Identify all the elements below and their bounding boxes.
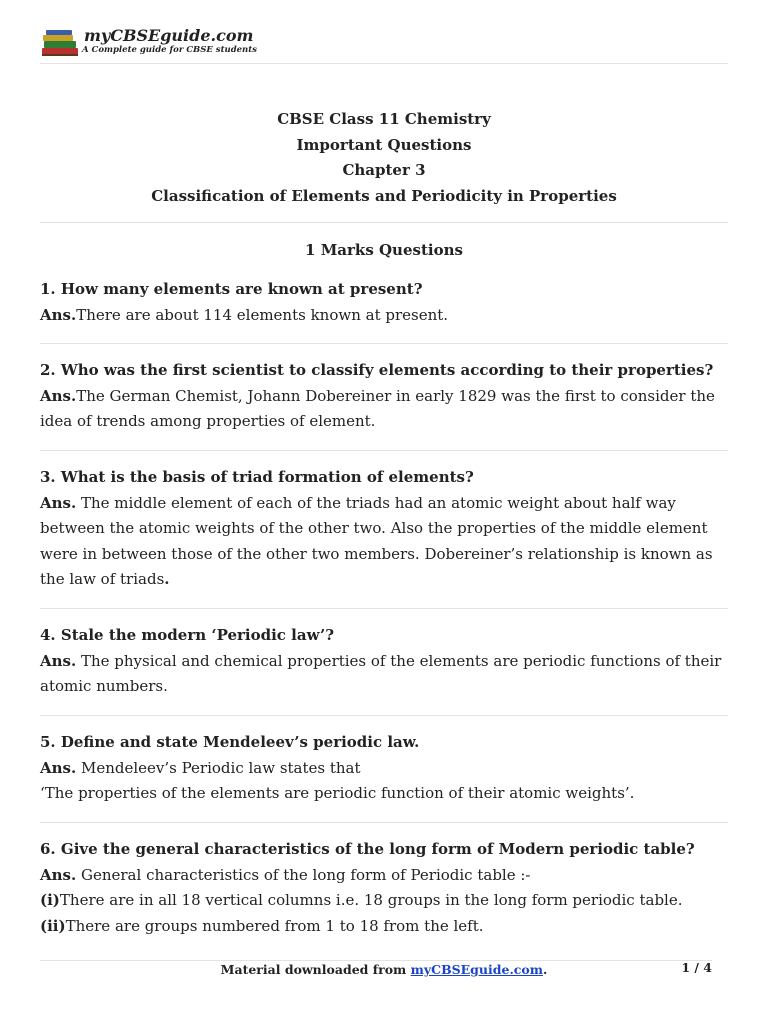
title-line-1: CBSE Class 11 Chemistry [277, 110, 491, 128]
question-block-3 [40, 465, 728, 593]
question-divider [40, 343, 728, 344]
answer-text [40, 649, 728, 700]
title-line-4: Classification of Elements and Periodicity in Properties [151, 186, 617, 205]
question-block-6 [40, 837, 728, 939]
footer-divider [40, 960, 712, 961]
answer-body: There are about 114 elements known at present. [76, 305, 449, 324]
header-divider [40, 63, 728, 64]
answer-label: Ans. [40, 758, 77, 777]
question-text: 5. Define and state Mendeleev’s periodic law. [40, 733, 420, 751]
answer-label: Ans. [40, 865, 77, 884]
question-block-4 [40, 623, 728, 700]
site-header [40, 26, 270, 60]
answer-label: Ans. [40, 305, 77, 324]
list-item-label: (i) [40, 891, 60, 909]
answer-body: The middle element of each of the triads had an atomic weight about half way between the atomic weights of the other two. Also the properties of the middle element were in between those of the other two members. Dobereiner’s relationship is known as the law of triads [40, 493, 713, 588]
question-text: 2. Who was the first scientist to classify elements according to their properties? [40, 361, 714, 379]
answer-body: General characteristics of the long form of Periodic table :- [76, 865, 531, 884]
answer-end-mark: . [164, 570, 170, 588]
answer-body: The physical and chemical properties of the elements are periodic functions of their atomic numbers. [40, 651, 722, 695]
question-text: 1. How many elements are known at present? [40, 280, 423, 298]
question-text: 6. Give the general characteristics of the long form of Modern periodic table? [40, 840, 695, 858]
page-number: 1 / 4 [681, 960, 712, 975]
title-line-3: Chapter 3 [342, 161, 426, 179]
question-divider [40, 822, 728, 823]
answer-body: Mendeleev’s Periodic law states that [76, 758, 361, 777]
answer-text [40, 756, 728, 782]
list-item-text: There are in all 18 vertical columns i.e. 18 groups in the long form periodic table. [59, 891, 683, 909]
answer-text [40, 303, 728, 329]
answer-text [40, 491, 728, 593]
question-divider [40, 715, 728, 716]
title-divider [40, 222, 728, 223]
document-title [40, 107, 728, 209]
question-divider [40, 450, 728, 451]
answer-quote: ‘The properties of the elements are periodic function of their atomic weights’. [40, 784, 635, 802]
answer-label: Ans. [40, 386, 77, 405]
brand-name: myCBSEguide.com [84, 26, 254, 45]
question-block-2 [40, 358, 728, 435]
question-block-1 [40, 277, 728, 328]
footer-note [40, 962, 728, 977]
list-item [40, 888, 728, 914]
title-line-2: Important Questions [296, 135, 472, 154]
answer-label: Ans. [40, 493, 77, 512]
answer-body: The German Chemist, Johann Dobereiner in early 1829 was the first to consider the idea of trends among properties of element. [40, 386, 715, 430]
list-item [40, 914, 728, 940]
section-heading: 1 Marks Questions [305, 241, 463, 259]
answer-text [40, 384, 728, 435]
answer-text [40, 863, 728, 889]
question-text: 3. What is the basis of triad formation of elements? [40, 468, 474, 486]
list-item-label: (ii) [40, 916, 66, 935]
footer-suffix: . [542, 962, 548, 977]
question-text: 4. Stale the modern ‘Periodic law’? [40, 626, 335, 644]
footer-prefix: Material downloaded from [220, 962, 411, 977]
list-item-text: There are groups numbered from 1 to 18 from the left. [65, 916, 484, 935]
brand-tagline: A Complete guide for CBSE students [82, 45, 257, 55]
footer-link[interactable]: myCBSEguide.com [410, 962, 543, 977]
question-block-5 [40, 730, 728, 807]
books-logo-icon [40, 28, 82, 58]
question-divider [40, 608, 728, 609]
answer-label: Ans. [40, 651, 77, 670]
